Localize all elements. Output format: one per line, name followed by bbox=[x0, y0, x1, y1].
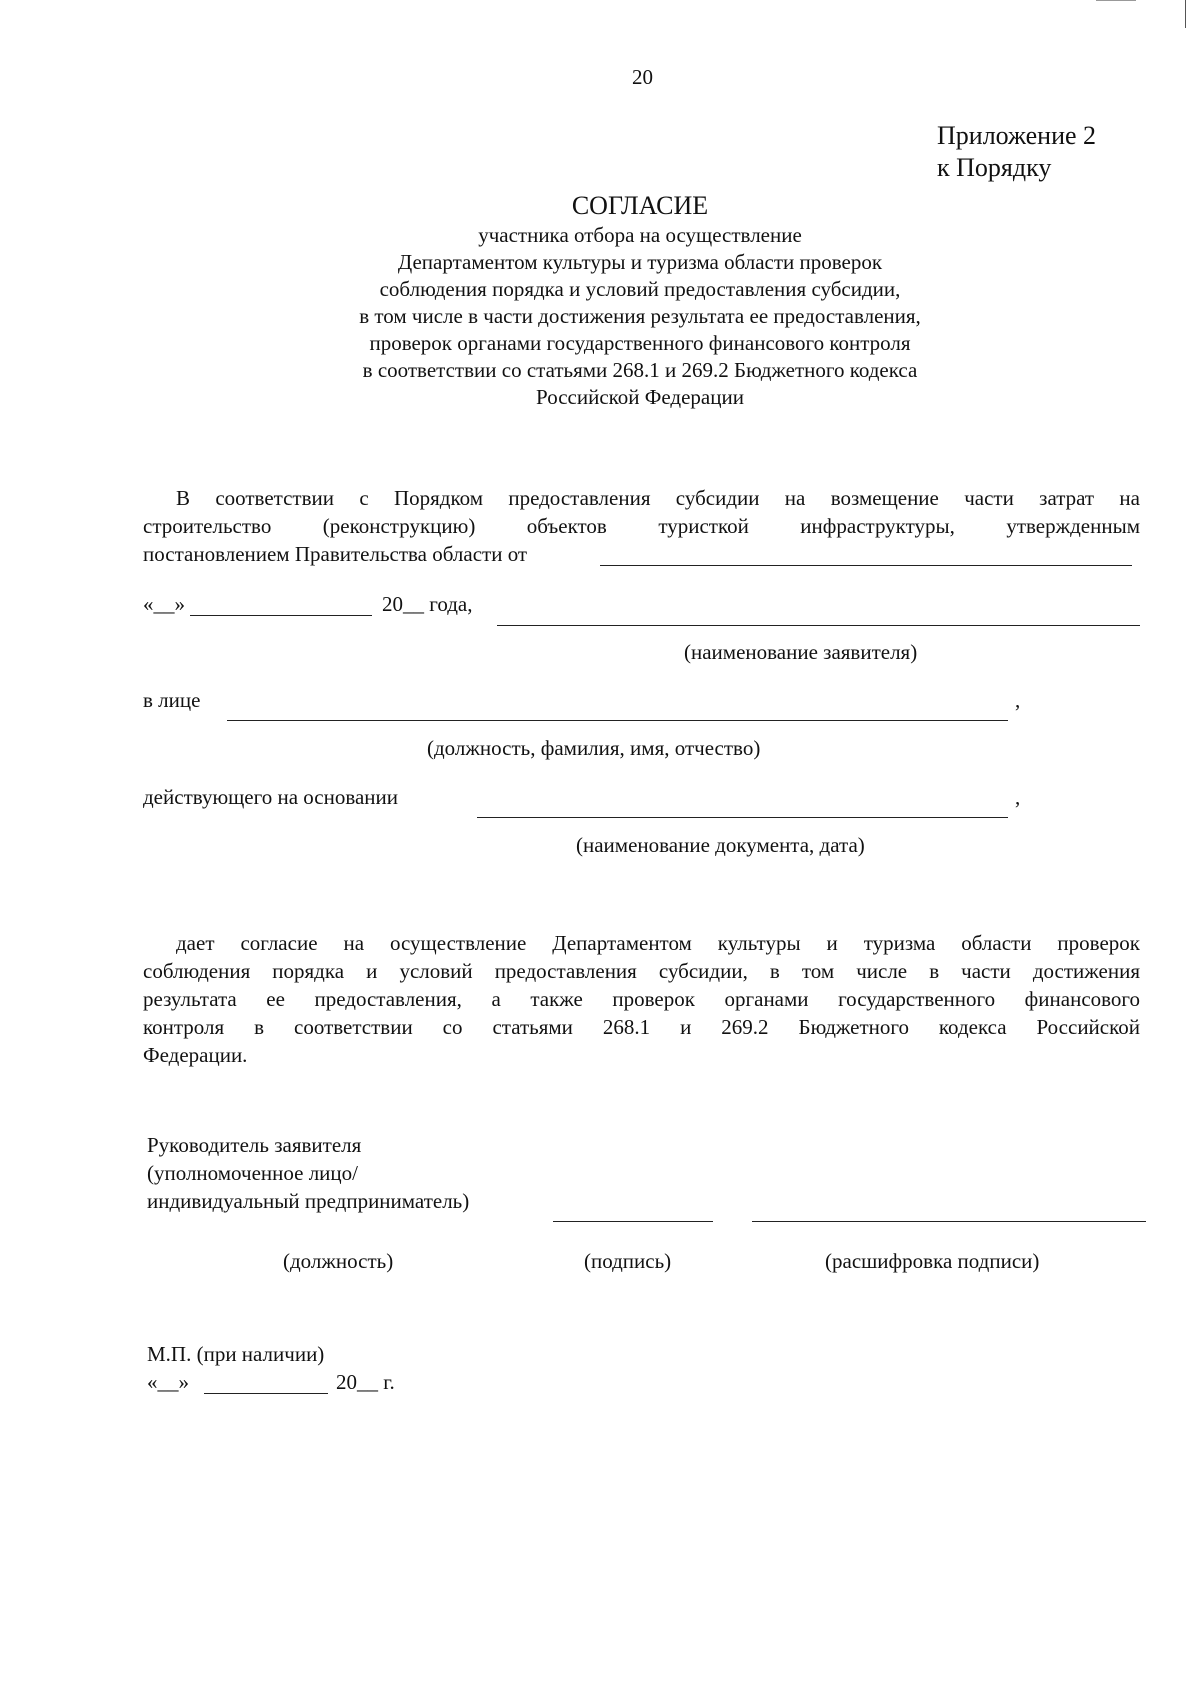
date-year-placeholder: 20__ года, bbox=[382, 592, 473, 616]
stamp-label: М.П. (при наличии) bbox=[147, 1342, 325, 1366]
scan-edge-mark bbox=[1096, 0, 1136, 1]
signatory-role: Руководитель заявителя bbox=[147, 1133, 362, 1157]
person-caption: (должность, фамилия, имя, отчество) bbox=[427, 736, 761, 760]
consent-line: контроля в соответствии со статьями 268.1 и 269.2 Бюджетного кодекса Российской bbox=[143, 1015, 1140, 1039]
signature-caption: (подпись) bbox=[584, 1249, 672, 1273]
intro-line: строительство (реконструкцию) объектов туристкой инфраструктуры, утвержденным bbox=[143, 514, 1140, 538]
title-line: в том числе в части достижения результата ее предоставления, bbox=[359, 304, 921, 328]
title-line: участника отбора на осуществление bbox=[478, 223, 802, 247]
title-line: в соответствии со статьями 268.1 и 269.2 Бюджетного кодекса bbox=[362, 358, 918, 382]
signatory-role: (уполномоченное лицо/ bbox=[147, 1161, 358, 1185]
acting-basis-label: действующего на основании bbox=[143, 785, 399, 809]
position-caption: (должность) bbox=[283, 1249, 394, 1273]
appendix-reference: к Порядку bbox=[937, 153, 1052, 182]
stamp-date-year-placeholder: 20__ г. bbox=[336, 1370, 395, 1394]
signature-decoding-caption: (расшифровка подписи) bbox=[825, 1249, 1040, 1273]
decree-date-field-line[interactable] bbox=[600, 565, 1132, 566]
applicant-name-field-line[interactable] bbox=[497, 625, 1140, 626]
person-field-line[interactable] bbox=[227, 720, 1008, 721]
applicant-caption: (наименование заявителя) bbox=[684, 640, 918, 664]
date-month-field-line[interactable] bbox=[190, 615, 372, 616]
title-line: Департаментом культуры и туризма области проверок bbox=[397, 250, 883, 274]
consent-line: дает согласие на осуществление Департаментом культуры и туризма области проверок bbox=[176, 931, 1140, 955]
signature-field-line[interactable] bbox=[553, 1221, 713, 1222]
date-day-placeholder: «__» bbox=[143, 592, 185, 616]
in-person-label: в лице bbox=[143, 688, 201, 712]
consent-line: результата ее предоставления, а также проверок органами государственного финансового bbox=[143, 987, 1140, 1011]
signatory-role: индивидуальный предприниматель) bbox=[147, 1189, 470, 1213]
title-line: Российской Федерации bbox=[536, 385, 744, 409]
scan-edge-mark bbox=[1185, 0, 1186, 28]
stamp-date-month-field-line[interactable] bbox=[204, 1393, 328, 1394]
comma: , bbox=[1015, 688, 1021, 712]
intro-line: В соответствии с Порядком предоставления субсидии на возмещение части затрат на bbox=[176, 486, 1140, 510]
page-number: 20 bbox=[632, 65, 653, 89]
appendix-label: Приложение 2 bbox=[937, 121, 1097, 150]
document-caption: (наименование документа, дата) bbox=[576, 833, 865, 857]
consent-line: соблюдения порядка и условий предоставления субсидии, в том числе в части достижения bbox=[143, 959, 1140, 983]
signature-decoding-field-line[interactable] bbox=[752, 1221, 1146, 1222]
basis-document-field-line[interactable] bbox=[477, 817, 1008, 818]
intro-line: постановлением Правительства области от bbox=[143, 542, 528, 566]
title-line: соблюдения порядка и условий предоставления субсидии, bbox=[379, 277, 901, 301]
document-heading: СОГЛАСИЕ bbox=[571, 191, 709, 220]
stamp-date-day-placeholder: «__» bbox=[147, 1370, 189, 1394]
title-line: проверок органами государственного финансового контроля bbox=[369, 331, 911, 355]
comma: , bbox=[1015, 785, 1021, 809]
consent-line: Федерации. bbox=[143, 1043, 248, 1067]
